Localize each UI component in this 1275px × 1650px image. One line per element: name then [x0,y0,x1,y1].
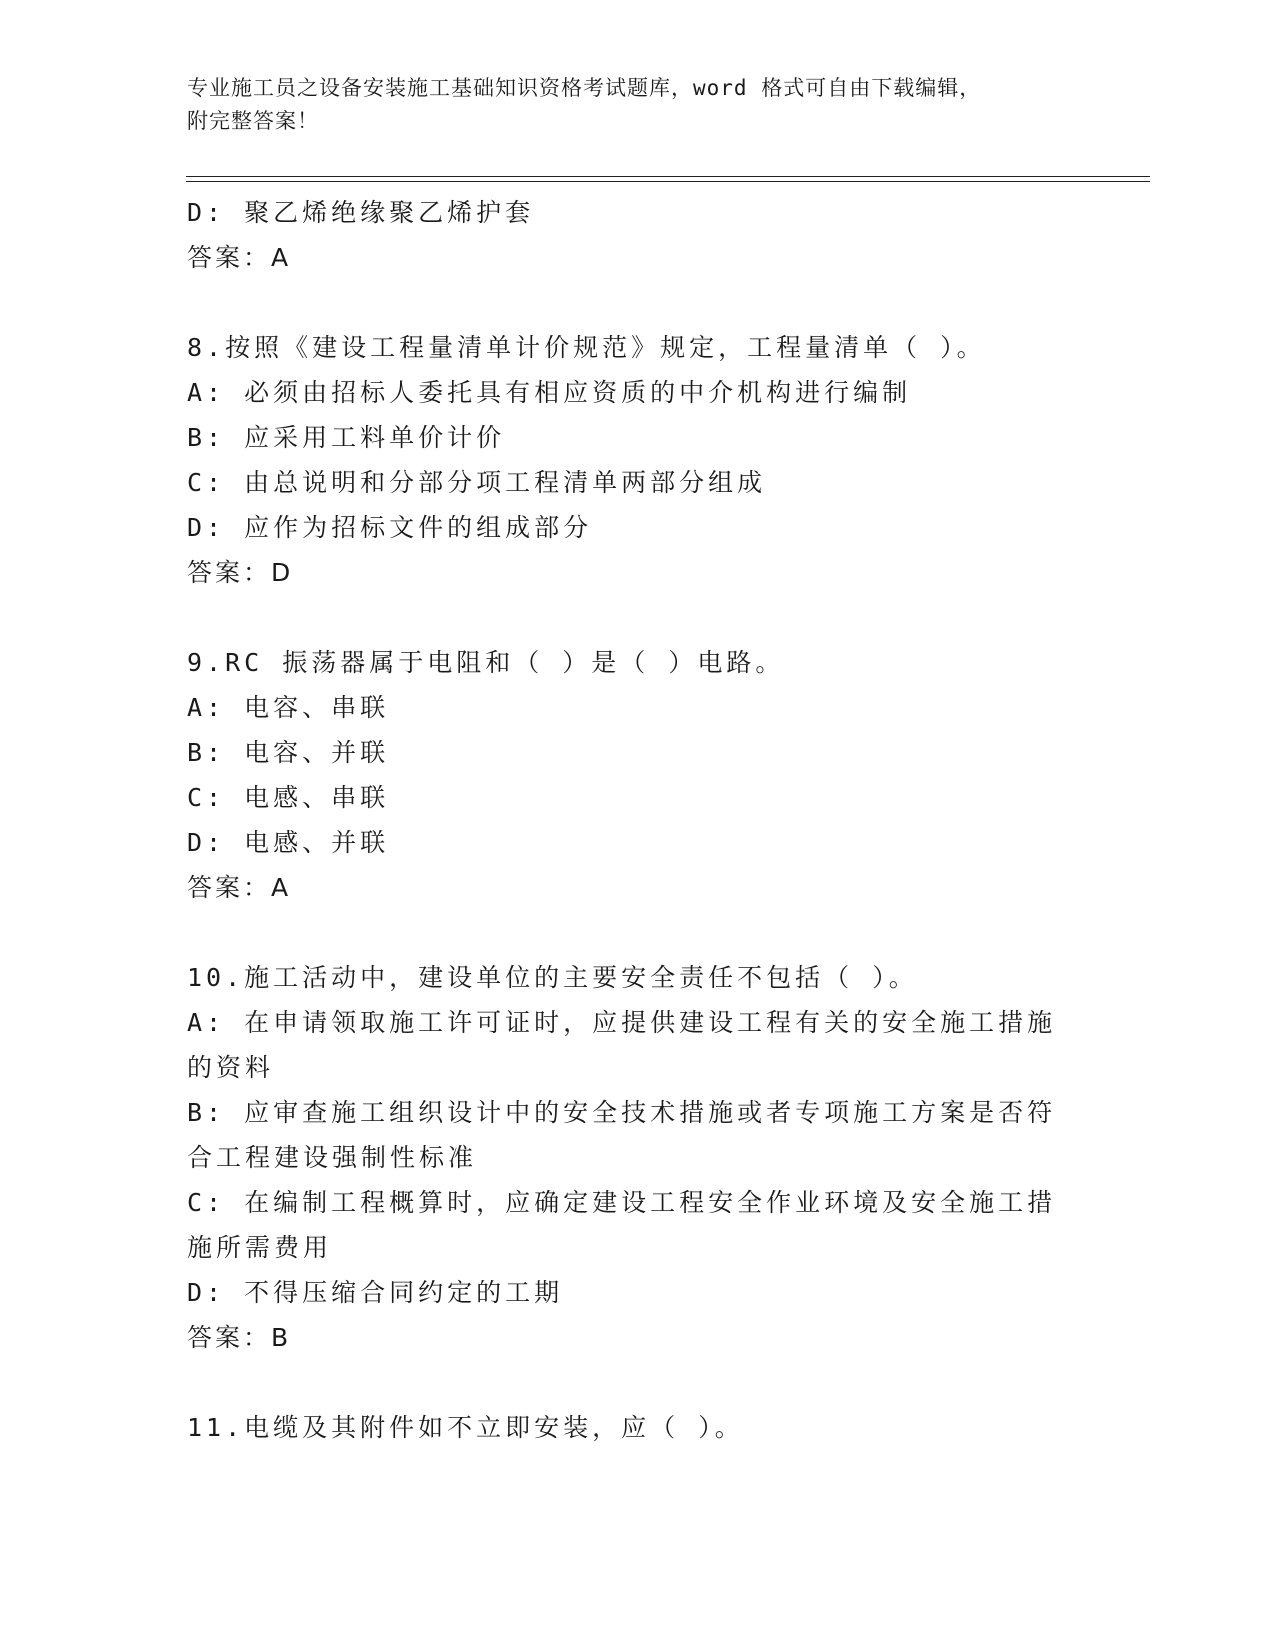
option-a: A: 必须由招标人委托具有相应资质的中介机构进行编制 [187,378,912,407]
option-b: B: 应审查施工组织设计中的安全技术措施或者专项施工方案是否符合工程建设强制性标准 [187,1098,1057,1172]
answer: 答案：A [187,873,292,902]
option-a: A: 电容、串联 [187,693,390,722]
question-9: 9.RC 振荡器属于电阻和（ ）是（ ）电路。 [187,648,785,677]
option-d: D: 聚乙烯绝缘聚乙烯护套 [187,198,535,227]
answer: 答案：D [187,558,294,587]
answer: 答案：A [187,243,292,272]
option-d: D: 不得压缩合同约定的工期 [187,1278,564,1307]
option-a: A: 在申请领取施工许可证时，应提供建设工程有关的安全施工措施的资料 [187,1008,1057,1082]
question-10: 10.施工活动中，建设单位的主要安全责任不包括（ ）。 [187,963,918,992]
option-d: D: 电感、并联 [187,828,390,857]
option-c: C: 由总说明和分部分项工程清单两部分组成 [187,468,767,497]
question-11: 11.电缆及其附件如不立即安装，应（ ）。 [187,1413,744,1442]
header-line-1: 专业施工员之设备安装施工基础知识资格考试题库，word 格式可自由下载编辑， [187,76,982,100]
option-c: C: 电感、串联 [187,783,390,812]
header-divider-bottom [186,181,1150,182]
question-8: 8.按照《建设工程量清单计价规范》规定，工程量清单（ ）。 [187,333,986,362]
option-c: C: 在编制工程概算时，应确定建设工程安全作业环境及安全施工措施所需费用 [187,1188,1057,1262]
option-d: D: 应作为招标文件的组成部分 [187,513,593,542]
header-line-2: 附完整答案！ [187,109,319,133]
option-b: B: 应采用工料单价计价 [187,423,506,452]
document-header [187,72,1067,138]
question-list [187,190,1087,1450]
option-b: B: 电容、并联 [187,738,390,767]
answer: 答案：B [187,1323,292,1352]
header-divider-top [186,176,1150,177]
